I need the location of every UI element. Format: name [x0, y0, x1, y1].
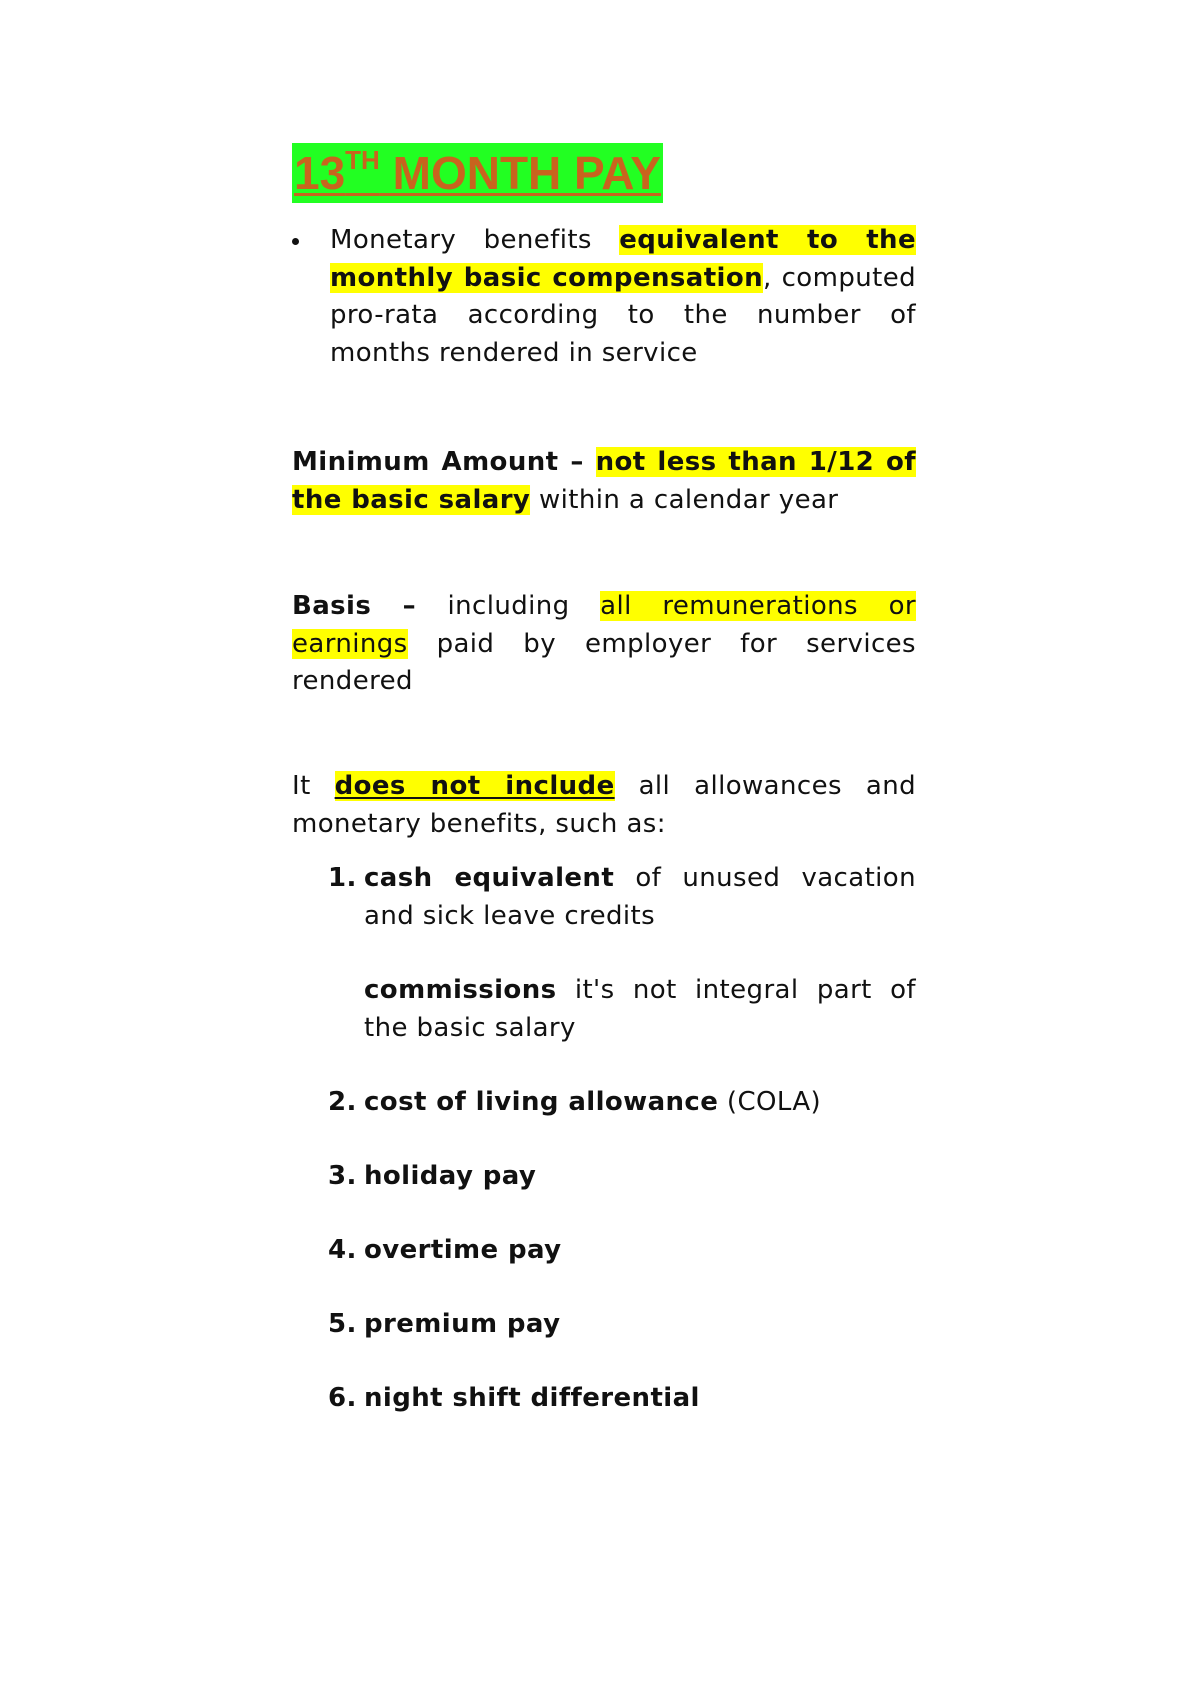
- list-item-term: cash equivalent: [364, 863, 615, 893]
- bullet-icon: [292, 238, 299, 245]
- list-item-number: 4.: [328, 1235, 357, 1265]
- basis-label: Basis –: [292, 591, 448, 621]
- list-item-detail: (COLA): [718, 1087, 822, 1117]
- basis-text: Basis – including all remunerations or earnings paid by employer for services rendered: [292, 591, 916, 696]
- definition-bullet: [292, 222, 916, 372]
- list-item-number: 3.: [328, 1161, 357, 1191]
- list-item: [328, 1306, 916, 1344]
- list-item: [328, 1232, 916, 1270]
- exclusions-intro-text: It does not include all allowances and monetary benefits, such as:: [292, 771, 916, 839]
- basis-highlight: all remunerations or earnings: [292, 591, 916, 659]
- minimum-amount-highlight: not less than 1/12 of the basic salary: [292, 447, 916, 515]
- list-item: [328, 1158, 916, 1196]
- list-item-number: 6.: [328, 1383, 357, 1413]
- list-item-detail: of unused vacation and sick leave credits: [364, 863, 916, 931]
- minimum-amount-text: Minimum Amount – not less than 1/12 of the basic salary within a calendar year: [292, 447, 916, 515]
- minimum-amount-section: [292, 444, 916, 519]
- title-superscript: TH: [345, 145, 380, 175]
- list-item-term: overtime pay: [364, 1235, 562, 1265]
- list-item-term: premium pay: [364, 1309, 561, 1339]
- title-text: MONTH PAY: [379, 147, 661, 199]
- list-item-term: holiday pay: [364, 1161, 537, 1191]
- exclusions-intro: [292, 768, 916, 843]
- minimum-amount-label: Minimum Amount –: [292, 447, 596, 477]
- list-item-number: 1.: [328, 863, 357, 893]
- list-item: [328, 1380, 916, 1418]
- definition-highlight: equivalent to the monthly basic compensation: [330, 225, 916, 293]
- list-item-term: night shift differential: [364, 1383, 700, 1413]
- title-number: 13: [294, 147, 346, 199]
- list-item: [328, 972, 916, 1047]
- list-item-number: 2.: [328, 1087, 357, 1117]
- page-title: [292, 143, 663, 203]
- list-item-term: cost of living allowance: [364, 1087, 719, 1117]
- list-item: [328, 860, 916, 935]
- definition-text: Monetary benefits equivalent to the monthly basic compensation, computed pro-rata according to the number of months rendered in service: [330, 225, 916, 368]
- exclusions-highlight: does not include: [334, 771, 615, 801]
- list-item-detail: it's not integral part of the basic salary: [364, 975, 916, 1043]
- list-item: [328, 1084, 916, 1122]
- list-item-term: commissions: [364, 975, 557, 1005]
- list-item-number: 5.: [328, 1309, 357, 1339]
- title-block: [292, 143, 663, 203]
- basis-section: [292, 588, 916, 701]
